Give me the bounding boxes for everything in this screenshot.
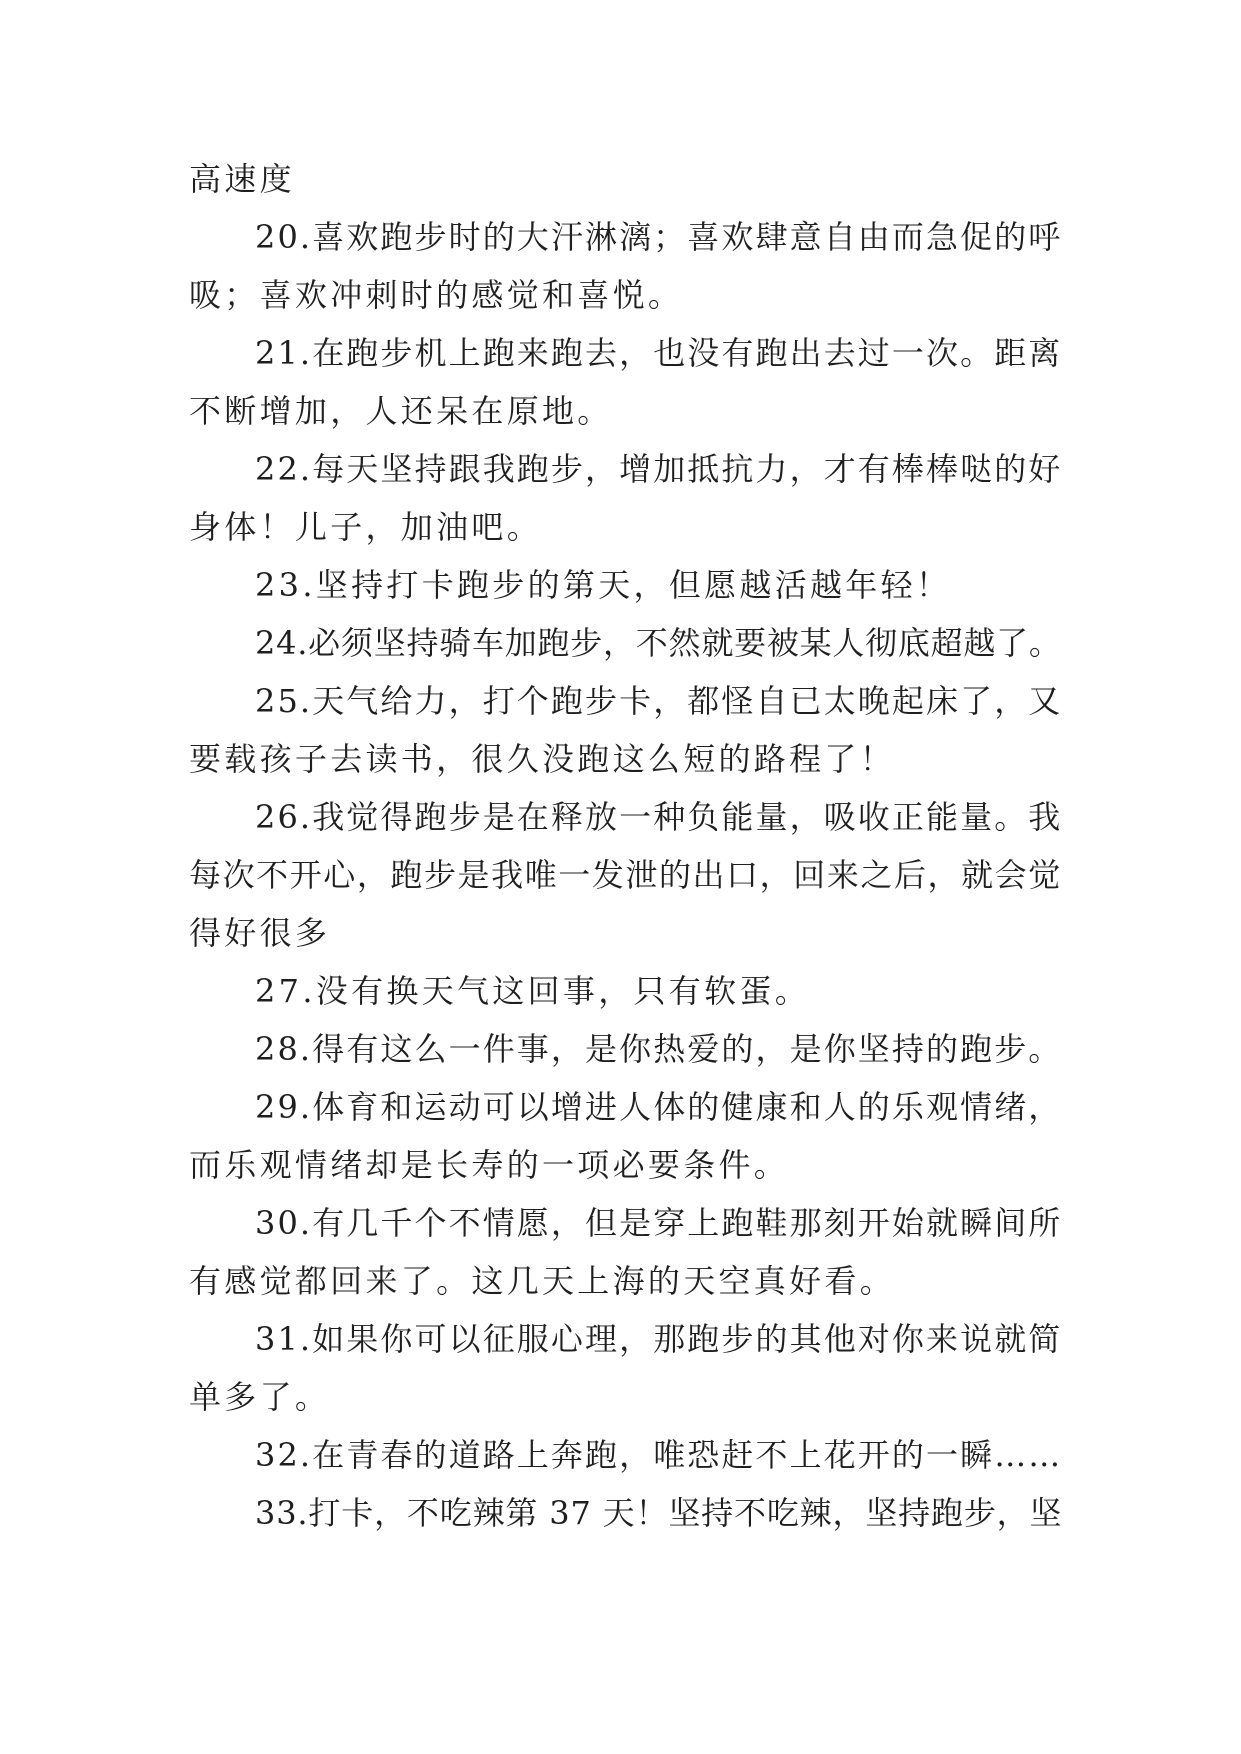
- text-line: 26.我觉得跑步是在释放一种负能量，吸收正能量。我: [255, 798, 1063, 836]
- text-line: 每次不开心，跑步是我唯一发泄的出口，回来之后，就会觉: [189, 856, 1062, 894]
- text-line: 27.没有换天气这回事，只有软蛋。: [255, 972, 810, 1010]
- text-line: 33.打卡，不吃辣第 37 天！坚持不吃辣，坚持跑步，坚: [255, 1494, 1063, 1532]
- text-line: 要载孩子去读书，很久没跑这么短的路程了！: [189, 740, 896, 778]
- text-line: 24.必须坚持骑车加跑步，不然就要被某人彻底超越了。: [255, 624, 1062, 662]
- text-line: 32.在青春的道路上奔跑，唯恐赶不上花开的一瞬……: [255, 1436, 1063, 1474]
- text-line: 不断增加，人还呆在原地。: [189, 392, 613, 430]
- text-line: 23.坚持打卡跑步的第天，但愿越活越年轻！: [255, 566, 952, 604]
- text-line: 20.喜欢跑步时的大汗淋漓；喜欢肆意自由而急促的呼: [255, 218, 1063, 256]
- text-line: 22.每天坚持跟我跑步，增加抵抗力，才有棒棒哒的好: [255, 450, 1063, 488]
- body-text: [189, 150, 1062, 1542]
- text-line: 21.在跑步机上跑来跑去，也没有跑出去过一次。距离: [255, 334, 1063, 372]
- text-line: 得好很多: [189, 914, 331, 952]
- text-line: 而乐观情绪却是长寿的一项必要条件。: [189, 1146, 790, 1184]
- text-line: 28.得有这么一件事，是你热爱的，是你坚持的跑步。: [255, 1030, 1063, 1068]
- text-line: 吸；喜欢冲刺时的感觉和喜悦。: [189, 276, 684, 314]
- text-line: 身体！儿子，加油吧。: [189, 508, 543, 546]
- text-line: 31.如果你可以征服心理，那跑步的其他对你来说就简: [255, 1320, 1063, 1358]
- text-line: 有感觉都回来了。这几天上海的天空真好看。: [189, 1262, 896, 1300]
- text-line: 25.天气给力，打个跑步卡，都怪自已太晚起床了，又: [255, 682, 1063, 720]
- text-line: 30.有几千个不情愿，但是穿上跑鞋那刻开始就瞬间所: [255, 1204, 1063, 1242]
- text-line: 高速度: [189, 160, 295, 198]
- text-line: 29.体育和运动可以增进人体的健康和人的乐观情绪，: [255, 1088, 1063, 1126]
- text-line: 单多了。: [189, 1378, 331, 1416]
